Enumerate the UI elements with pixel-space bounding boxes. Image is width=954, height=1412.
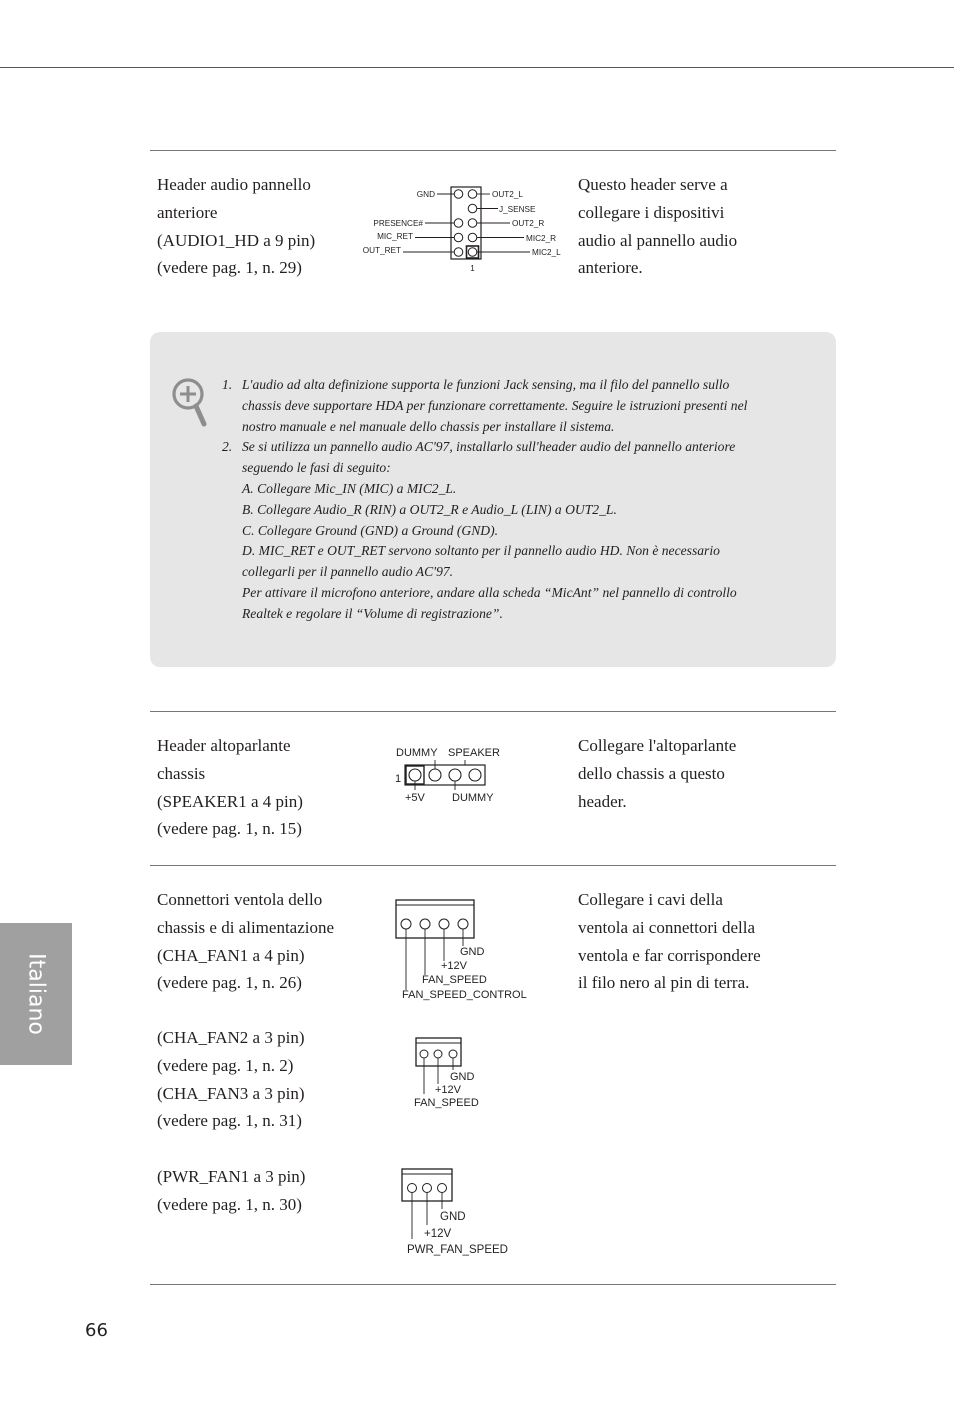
language-side-tab (0, 923, 72, 1065)
section-divider (150, 711, 836, 712)
speaker-label-speaker: SPEAKER (448, 747, 500, 759)
pin-label-out2-r: OUT2_R (512, 219, 545, 228)
note-text: Se si utilizza un pannello audio AC'97, installarlo sull'header audio del pannello anteriore seguendo le fasi di seguito: A. Collegare Mic_IN (MIC) a MIC2_L. B. Collegare Audio_R (RIN) a OUT2_R e Audio_L (LIN) a OUT2_L. C. Collegare Ground (GND) a Ground (GND). D. MIC_RET e OUT_RET servono soltanto per il pannello audio HD. Non è necessario collegarli per il pannello audio AC'97. Per attivare il microfono anteriore, andare alla scheda “MicAnt” nel pannello di controllo Realtek e regolare il “Volume di registrazione”. (242, 439, 737, 621)
pin-label-mic2-l: MIC2_L (532, 248, 561, 257)
pin-label-presence: PRESENCE# (373, 219, 423, 228)
pin-label-out2-l: OUT2_L (492, 190, 523, 199)
speaker-pin-one-label: 1 (395, 773, 402, 785)
cha-fan2-3-diagram (410, 1036, 510, 1112)
speaker-header-description: Collegare l'altoparlante dello chassis a questo header. (578, 736, 737, 811)
audio-header-description: Questo header serve a collegare i dispositivi audio al pannello audio anteriore. (578, 175, 738, 278)
fan3-label-gnd: GND (450, 1071, 475, 1083)
fan4-label-gnd: GND (460, 946, 485, 958)
fan-header-description: Collegare i cavi della ventola ai connettori della ventola e far corrispondere il filo nero al pin di terra. (578, 890, 761, 993)
fan3-label-12v: +12V (435, 1084, 461, 1096)
note-item (222, 375, 787, 437)
fan3-label-fan-speed: FAN_SPEED (414, 1097, 479, 1109)
speaker-header-title: Header altoparlante chassis (SPEAKER1 a 4 pin) (vedere pag. 1, n. 15) (157, 736, 303, 839)
fan-header-title: Connettori ventola dello chassis e di alimentazione (CHA_FAN1 a 4 pin) (vedere pag. 1, n. 26) (157, 890, 335, 993)
top-rule (0, 67, 954, 68)
magnifier-plus-icon (170, 376, 210, 428)
speaker-label-5v: +5V (405, 792, 425, 804)
section-divider (150, 150, 836, 151)
note-text: L'audio ad alta definizione supporta le funzioni Jack sensing, ma il filo del pannello sullo chassis deve supportare HDA per funzionare correttamente. Seguire le istruzioni presenti nel nostro manuale e nel manuale dello chassis per installare il sistema. (242, 377, 748, 434)
fan4-label-12v: +12V (441, 960, 467, 972)
pin-label-mic2-r: MIC2_R (526, 234, 557, 243)
speaker-label-dummy-bottom: DUMMY (452, 792, 494, 804)
pwr-fan1-diagram (398, 1166, 528, 1258)
pwr-fan1-text: (PWR_FAN1 a 3 pin) (vedere pag. 1, n. 30) (157, 1167, 306, 1214)
cha-fan1-diagram (395, 898, 555, 1006)
fan4-label-fan-speed-control: FAN_SPEED_CONTROL (402, 989, 527, 1001)
speaker-label-dummy-top: DUMMY (396, 747, 438, 759)
cha-fan2-3-text: (CHA_FAN2 a 3 pin) (vedere pag. 1, n. 2) (CHA_FAN3 a 3 pin) (vedere pag. 1, n. 31) (157, 1028, 305, 1131)
note-number: 1. (222, 377, 233, 392)
pwr-label-gnd: GND (440, 1211, 466, 1223)
pin-label-out-ret: OUT_RET (362, 246, 401, 255)
section-divider (150, 865, 836, 866)
pin-label-mic-ret: MIC_RET (377, 232, 413, 241)
pwr-label-fan-speed: PWR_FAN_SPEED (407, 1244, 508, 1256)
pin-label-j-sense: J_SENSE (499, 205, 536, 214)
speaker-header-diagram (390, 740, 530, 810)
pin-one-label: 1 (470, 264, 475, 273)
page-number: 66 (85, 1320, 108, 1341)
pin-label-gnd: GND (416, 190, 435, 199)
note-item (222, 437, 787, 624)
fan4-label-fan-speed: FAN_SPEED (422, 974, 487, 986)
section-divider (150, 1284, 836, 1285)
note-list (222, 375, 787, 625)
audio-header-diagram (360, 180, 570, 280)
pwr-label-12v: +12V (424, 1228, 452, 1240)
audio-header-title: Header audio pannello anteriore (AUDIO1_HD a 9 pin) (vedere pag. 1, n. 29) (157, 175, 316, 278)
note-number: 2. (222, 439, 233, 455)
language-label: Italiano (23, 953, 49, 1035)
